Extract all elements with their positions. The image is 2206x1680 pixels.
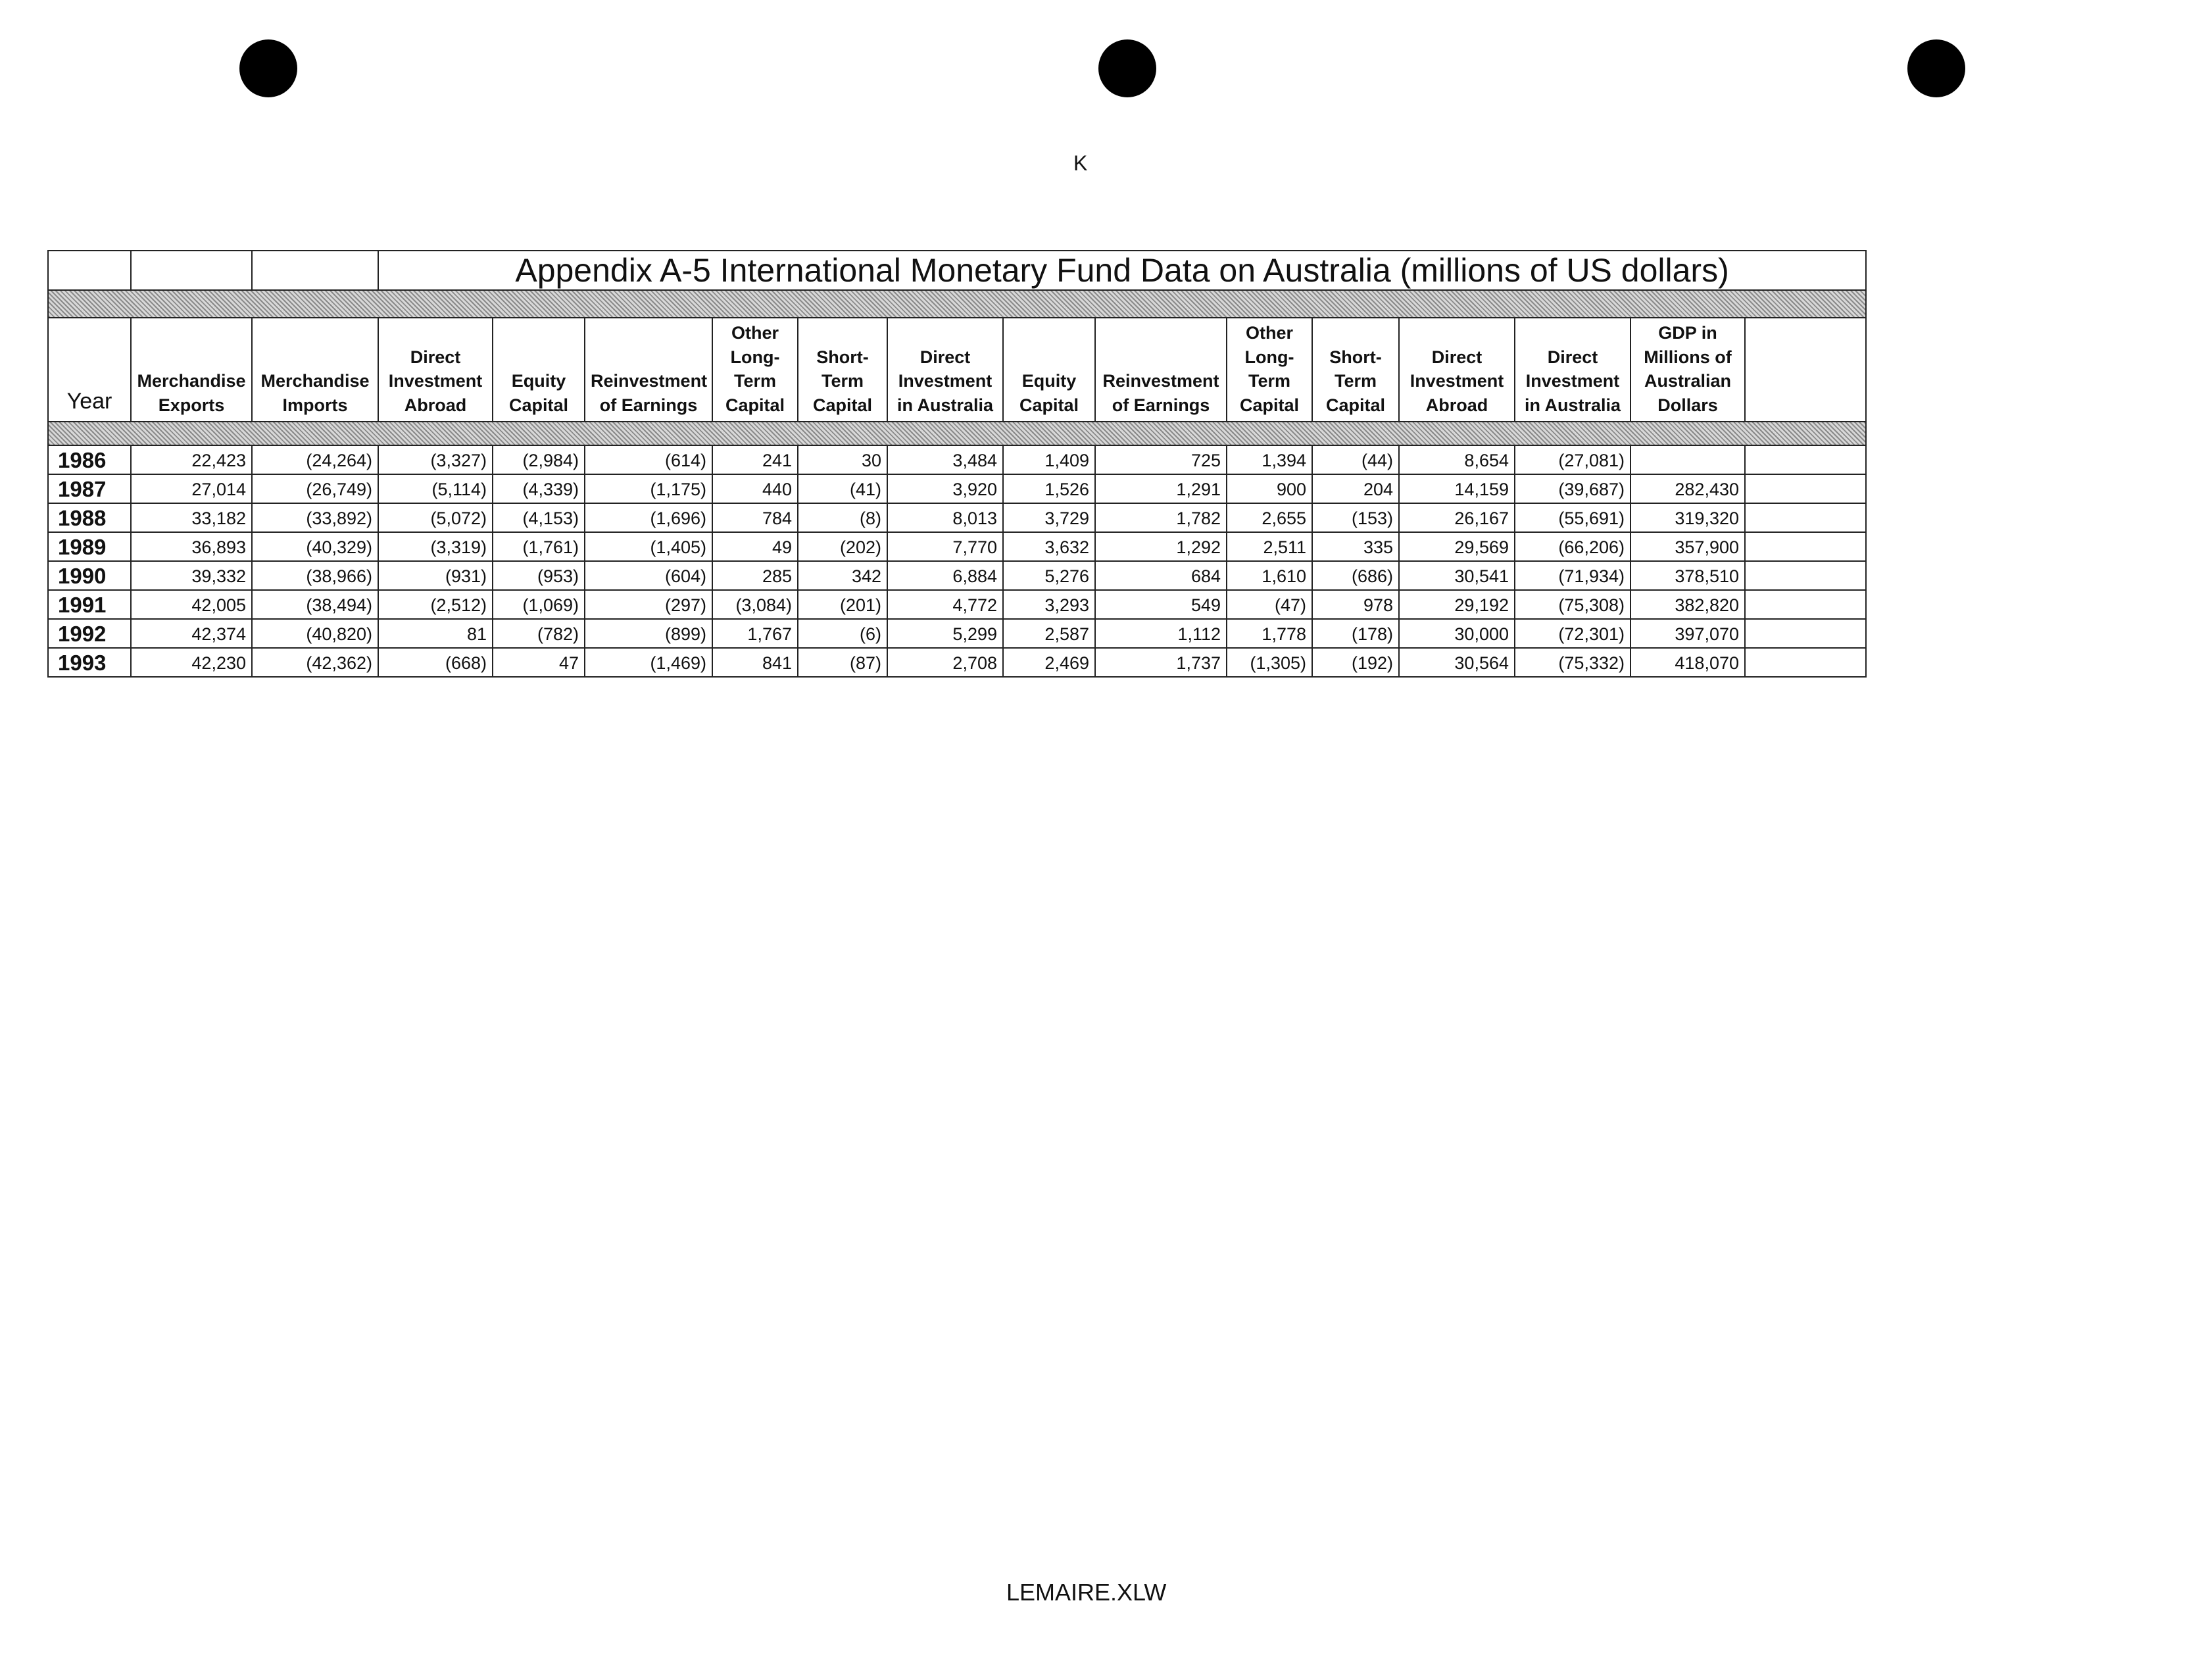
- table-cell: 1,292: [1095, 532, 1227, 561]
- column-header: Year: [48, 318, 131, 422]
- table-cell: (1,305): [1227, 648, 1312, 677]
- table-cell: 1,782: [1095, 503, 1227, 532]
- imf-data-table: [47, 250, 1867, 678]
- table-cell: 49: [712, 532, 798, 561]
- table-cell: 285: [712, 561, 798, 590]
- table-cell: 784: [712, 503, 798, 532]
- table-cell: 549: [1095, 590, 1227, 619]
- table-cell: 335: [1312, 532, 1399, 561]
- table-cell: (178): [1312, 619, 1399, 648]
- table-cell: 978: [1312, 590, 1399, 619]
- column-header: Other Long-Term Capital: [1227, 318, 1312, 422]
- table-cell: 29,192: [1399, 590, 1515, 619]
- table-cell: 282,430: [1630, 474, 1745, 503]
- table-cell: (686): [1312, 561, 1399, 590]
- table-cell: (38,966): [252, 561, 378, 590]
- table-cell: 440: [712, 474, 798, 503]
- table-cell: 1,526: [1003, 474, 1095, 503]
- table-cell: (899): [585, 619, 712, 648]
- table-cell: (33,892): [252, 503, 378, 532]
- year-cell: 1991: [48, 590, 131, 619]
- table-cell: 378,510: [1630, 561, 1745, 590]
- table-cell: (72,301): [1515, 619, 1630, 648]
- table-cell: 81: [378, 619, 493, 648]
- table-cell: (40,329): [252, 532, 378, 561]
- table-cell: 5,299: [887, 619, 1003, 648]
- year-cell: 1993: [48, 648, 131, 677]
- table-cell: (39,687): [1515, 474, 1630, 503]
- table-cell: (40,820): [252, 619, 378, 648]
- table-cell: (953): [493, 561, 585, 590]
- table-cell: (27,081): [1515, 445, 1630, 474]
- table-cell: (668): [378, 648, 493, 677]
- table-cell: 3,729: [1003, 503, 1095, 532]
- table-cell: (3,319): [378, 532, 493, 561]
- table-cell: (44): [1312, 445, 1399, 474]
- column-header: Short-Term Capital: [798, 318, 887, 422]
- table-cell: (4,153): [493, 503, 585, 532]
- table-cell: 42,374: [131, 619, 252, 648]
- table-cell: 2,708: [887, 648, 1003, 677]
- table-cell: 357,900: [1630, 532, 1745, 561]
- table-cell: 2,469: [1003, 648, 1095, 677]
- table-cell: 3,484: [887, 445, 1003, 474]
- table-cell: 5,276: [1003, 561, 1095, 590]
- table-cell: (8): [798, 503, 887, 532]
- column-header: Other Long-Term Capital: [712, 318, 798, 422]
- table-row: [48, 590, 1866, 619]
- year-cell: 1989: [48, 532, 131, 561]
- table-cell: 397,070: [1630, 619, 1745, 648]
- table-cell: (47): [1227, 590, 1312, 619]
- column-header: Equity Capital: [1003, 318, 1095, 422]
- table-cell: (1,175): [585, 474, 712, 503]
- table-cell: 30: [798, 445, 887, 474]
- table-cell: 3,632: [1003, 532, 1095, 561]
- table-cell: 418,070: [1630, 648, 1745, 677]
- table-title: Appendix A-5 International Monetary Fund Data on Australia (millions of US dollars): [378, 251, 1866, 290]
- table-cell: (71,934): [1515, 561, 1630, 590]
- shaded-separator: [48, 422, 1866, 445]
- column-header: Short-Term Capital: [1312, 318, 1399, 422]
- empty-cell: [1745, 532, 1866, 561]
- table-cell: (3,327): [378, 445, 493, 474]
- table-cell: (192): [1312, 648, 1399, 677]
- column-header: Merchandise Exports: [131, 318, 252, 422]
- table-cell: (1,405): [585, 532, 712, 561]
- table-row: [48, 619, 1866, 648]
- table-cell: 1,767: [712, 619, 798, 648]
- column-header: Merchandise Imports: [252, 318, 378, 422]
- table-cell: 1,112: [1095, 619, 1227, 648]
- table-cell: (42,362): [252, 648, 378, 677]
- table-cell: 725: [1095, 445, 1227, 474]
- table-cell: 1,291: [1095, 474, 1227, 503]
- table-cell: (1,696): [585, 503, 712, 532]
- header-row: [48, 318, 1866, 422]
- column-header: Reinvestment of Earnings: [585, 318, 712, 422]
- table-cell: (41): [798, 474, 887, 503]
- punch-hole-center: [1098, 39, 1156, 97]
- table-cell: (614): [585, 445, 712, 474]
- table-cell: 26,167: [1399, 503, 1515, 532]
- table-row: [48, 532, 1866, 561]
- table-cell: 684: [1095, 561, 1227, 590]
- table-cell: 342: [798, 561, 887, 590]
- file-name-footer: LEMAIRE.XLW: [1006, 1579, 1167, 1606]
- table-cell: 33,182: [131, 503, 252, 532]
- table-cell: (604): [585, 561, 712, 590]
- column-header: Direct Investment Abroad: [378, 318, 493, 422]
- table-cell: (1,761): [493, 532, 585, 561]
- table-cell: 39,332: [131, 561, 252, 590]
- table-cell: (38,494): [252, 590, 378, 619]
- column-header: Direct Investment in Australia: [887, 318, 1003, 422]
- table-cell: (782): [493, 619, 585, 648]
- table-cell: 22,423: [131, 445, 252, 474]
- table-cell: 900: [1227, 474, 1312, 503]
- year-cell: 1988: [48, 503, 131, 532]
- table-cell: 14,159: [1399, 474, 1515, 503]
- page-marker: K: [1073, 151, 1088, 175]
- table-cell: 382,820: [1630, 590, 1745, 619]
- year-cell: 1987: [48, 474, 131, 503]
- table-cell: (297): [585, 590, 712, 619]
- table-cell: (4,339): [493, 474, 585, 503]
- table-cell: 1,409: [1003, 445, 1095, 474]
- table-cell: 30,000: [1399, 619, 1515, 648]
- table-cell: 47: [493, 648, 585, 677]
- table-cell: (153): [1312, 503, 1399, 532]
- table-cell: (75,308): [1515, 590, 1630, 619]
- table-cell: (201): [798, 590, 887, 619]
- table-cell: 4,772: [887, 590, 1003, 619]
- year-cell: 1992: [48, 619, 131, 648]
- table-cell: 1,610: [1227, 561, 1312, 590]
- column-header: GDP in Millions of Australian Dollars: [1630, 318, 1745, 422]
- table-cell: 241: [712, 445, 798, 474]
- empty-cell: [1745, 561, 1866, 590]
- table-cell: 1,778: [1227, 619, 1312, 648]
- empty-cell: [1745, 619, 1866, 648]
- table-cell: 29,569: [1399, 532, 1515, 561]
- table-row: [48, 648, 1866, 677]
- column-header: Equity Capital: [493, 318, 585, 422]
- table-cell: (202): [798, 532, 887, 561]
- table-cell: (2,512): [378, 590, 493, 619]
- table-cell: 3,920: [887, 474, 1003, 503]
- table-cell: (24,264): [252, 445, 378, 474]
- table-cell: 30,541: [1399, 561, 1515, 590]
- table-cell: 204: [1312, 474, 1399, 503]
- empty-cell: [1745, 503, 1866, 532]
- table-cell: 3,293: [1003, 590, 1095, 619]
- punch-hole-left: [239, 39, 297, 97]
- table-cell: (931): [378, 561, 493, 590]
- table-cell: 2,587: [1003, 619, 1095, 648]
- table-cell: (5,072): [378, 503, 493, 532]
- table-cell: 7,770: [887, 532, 1003, 561]
- table-cell: (5,114): [378, 474, 493, 503]
- table-cell: 841: [712, 648, 798, 677]
- table-cell: 36,893: [131, 532, 252, 561]
- punch-hole-right: [1907, 39, 1965, 97]
- table-cell: (1,069): [493, 590, 585, 619]
- table-cell: 6,884: [887, 561, 1003, 590]
- table-row: [48, 503, 1866, 532]
- table-cell: (26,749): [252, 474, 378, 503]
- column-header: Reinvestment of Earnings: [1095, 318, 1227, 422]
- year-cell: 1986: [48, 445, 131, 474]
- table-cell: (1,469): [585, 648, 712, 677]
- column-header: Direct Investment in Australia: [1515, 318, 1630, 422]
- table-cell: 8,654: [1399, 445, 1515, 474]
- table-cell: (2,984): [493, 445, 585, 474]
- table-cell: (66,206): [1515, 532, 1630, 561]
- table-row: [48, 445, 1866, 474]
- table-cell: (87): [798, 648, 887, 677]
- empty-cell: [1745, 445, 1866, 474]
- table-cell: (6): [798, 619, 887, 648]
- table-cell: 319,320: [1630, 503, 1745, 532]
- table-cell: 42,005: [131, 590, 252, 619]
- column-header: Direct Investment Abroad: [1399, 318, 1515, 422]
- empty-cell: [1745, 590, 1866, 619]
- table-row: [48, 561, 1866, 590]
- table-cell: 42,230: [131, 648, 252, 677]
- table-cell: 1,737: [1095, 648, 1227, 677]
- empty-header-cell: [1745, 318, 1866, 422]
- empty-cell: [1745, 474, 1866, 503]
- table-cell: (75,332): [1515, 648, 1630, 677]
- title-row: [48, 251, 1866, 290]
- year-cell: 1990: [48, 561, 131, 590]
- table-cell: 30,564: [1399, 648, 1515, 677]
- table-row: [48, 474, 1866, 503]
- table-cell: 1,394: [1227, 445, 1312, 474]
- table-cell: [1630, 445, 1745, 474]
- table-cell: 2,655: [1227, 503, 1312, 532]
- shaded-separator: [48, 290, 1866, 318]
- table-cell: (55,691): [1515, 503, 1630, 532]
- empty-cell: [1745, 648, 1866, 677]
- table-cell: 2,511: [1227, 532, 1312, 561]
- table-cell: 27,014: [131, 474, 252, 503]
- table-cell: 8,013: [887, 503, 1003, 532]
- table-cell: (3,084): [712, 590, 798, 619]
